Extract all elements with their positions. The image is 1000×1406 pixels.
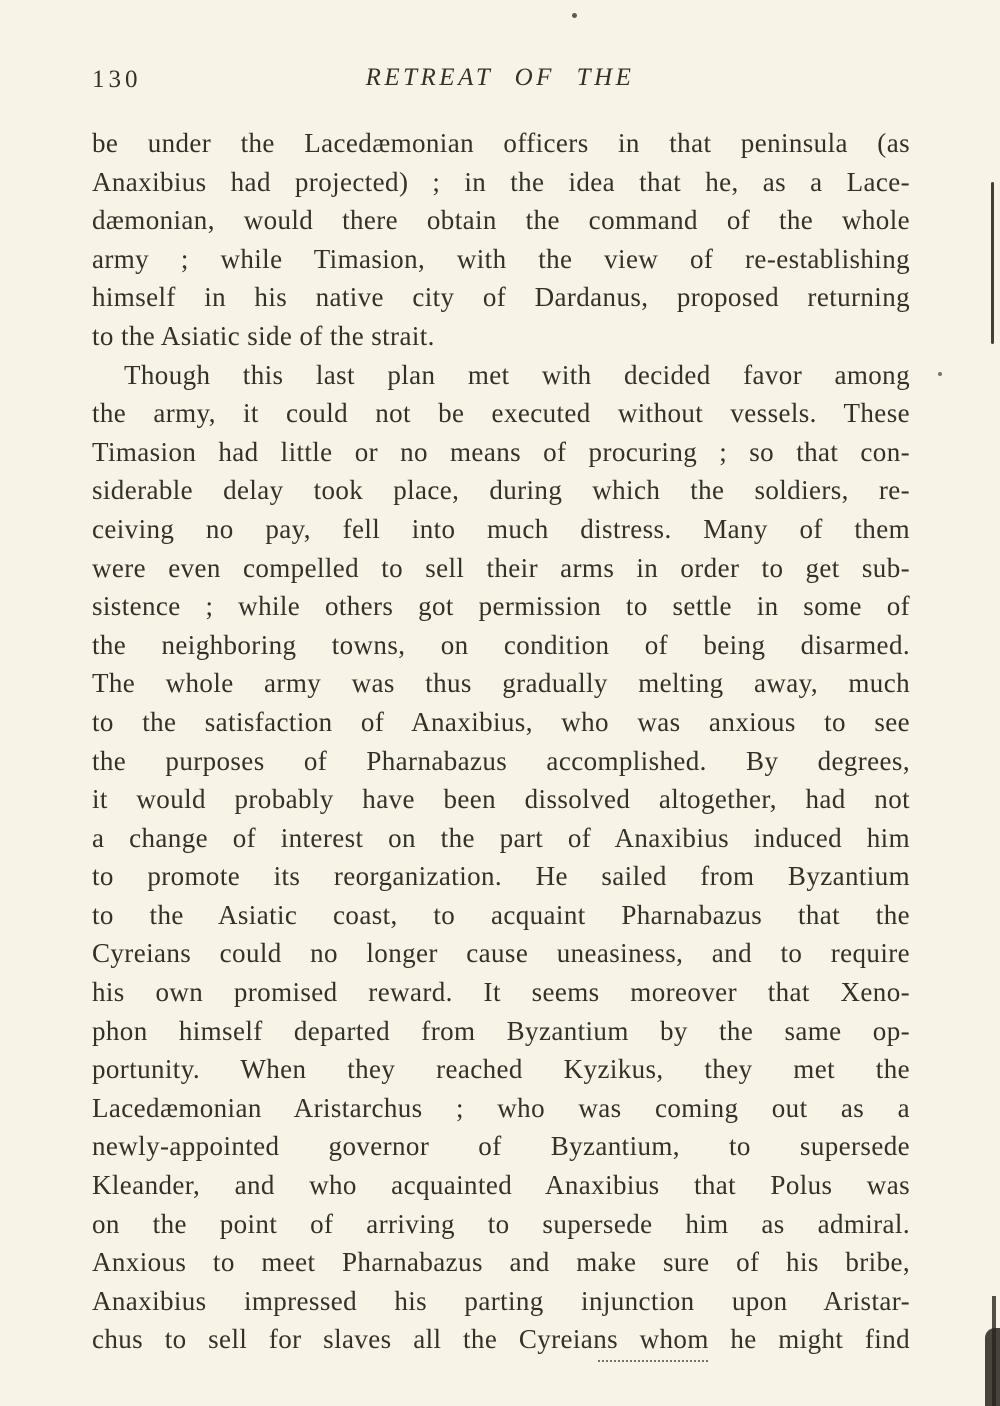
text-line: to the satisfaction of Anaxibius, who was anxious to see [92,706,910,737]
scan-artifact-dot-top [572,13,577,18]
text-line: portunity. When they reached Kyzikus, they met the [92,1054,910,1085]
text-line: it would probably have been dissolved altogether, had not [92,784,910,815]
text-line: be under the Lacedæmonian officers in that peninsula (as [92,128,910,158]
text-line: the army, it could not be executed without vessels. These [92,398,910,429]
scan-artifact-edge-line [991,182,994,344]
text-line: the purposes of Pharnabazus accomplished. By degrees, [92,745,910,776]
running-head: RETREAT OF THE [365,64,635,91]
text-line: the neighboring towns, on condition of being disarmed. [92,629,910,660]
text-line: phon himself departed from Byzantium by the same op- [92,1015,910,1046]
text-line: newly-appointed governor of Byzantium, to supersede [92,1131,910,1162]
text-line: Cyreians could no longer cause uneasiness, and to require [92,938,910,969]
scan-artifact-corner-blot [985,1328,1000,1406]
text-line: Anaxibius impressed his parting injunction upon Aristar- [92,1285,910,1316]
text-line: Lacedæmonian Aristarchus ; who was coming out as a [92,1092,910,1123]
pencil-mark-underline [598,1360,708,1362]
text-line: Anxious to meet Pharnabazus and make sure of his bribe, [92,1247,910,1278]
text-line: dæmonian, would there obtain the command of the whole [92,205,910,236]
page-body [92,124,910,1359]
text-line: Anaxibius had projected) ; in the idea that he, as a Lace- [92,166,910,197]
text-line: were even compelled to sell their arms in order to get sub- [92,552,910,583]
text-line: The whole army was thus gradually melting away, much [92,668,910,699]
text-line: his own promised reward. It seems moreover that Xeno- [92,977,910,1008]
text-line: Though this last plan met with decided favor among [124,359,910,390]
page-number: 130 [92,66,142,93]
text-line: himself in his native city of Dardanus, proposed returning [92,282,910,313]
text-line: to promote its reorganization. He sailed from Byzantium [92,861,910,892]
text-line: ceiving no pay, fell into much distress. Many of them [92,513,910,544]
page-header [92,64,908,100]
text-line: Kleander, and who acquainted Anaxibius that Polus was [92,1170,910,1201]
text-line: to the Asiatic coast, to acquaint Pharnabazus that the [92,899,910,930]
scan-artifact-dot-margin [938,372,942,376]
text-line: army ; while Timasion, with the view of re-establishing [92,243,910,274]
text-line: Timasion had little or no means of procuring ; so that con- [92,436,910,467]
text-line: chus to sell for slaves all the Cyreians whom he might find [92,1324,910,1355]
text-line: siderable delay took place, during which the soldiers, re- [92,475,910,506]
text-line: on the point of arriving to supersede him as admiral. [92,1208,910,1239]
text-line: to the Asiatic side of the strait. [92,320,435,351]
text-line: sistence ; while others got permission to settle in some of [92,591,910,622]
text-line: a change of interest on the part of Anaxibius induced him [92,822,910,853]
